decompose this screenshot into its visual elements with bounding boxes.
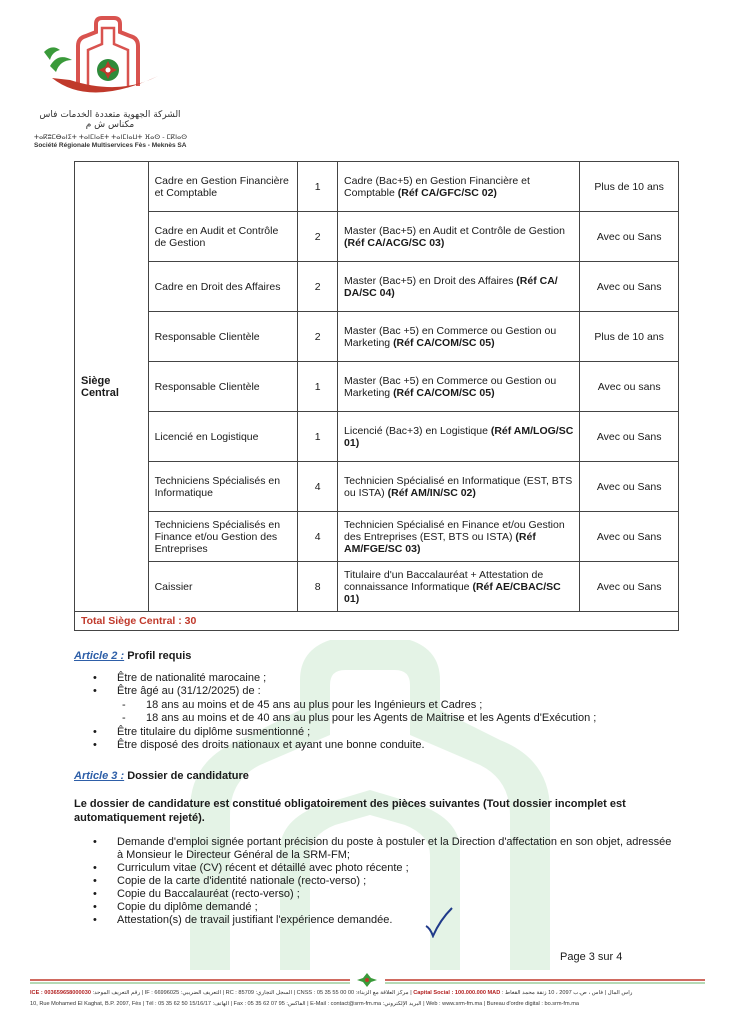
- table-row: [75, 562, 679, 612]
- diploma-cell: Master (Bac+5) en Audit et Contrôle de Gestion (Réf CA/ACG/SC 03): [338, 212, 580, 262]
- diploma-cell: Titulaire d'un Baccalauréat + Attestation de connaissance Informatique (Réf AE/CBAC/SC 01): [338, 562, 580, 612]
- table-row: [75, 162, 679, 212]
- list-item: • Copie du Baccalauréat (recto-verso) ;: [93, 888, 300, 900]
- count-cell: 4: [298, 462, 338, 512]
- poste-cell: Licencié en Logistique: [148, 412, 298, 462]
- table-total-row: [75, 612, 679, 631]
- logo-mark: [30, 16, 190, 108]
- count-cell: 1: [298, 362, 338, 412]
- experience-cell: Avec ou Sans: [580, 262, 679, 312]
- table-row: [75, 212, 679, 262]
- company-name-tifinagh: ⵜⴰⴽⵓⵎⴱⴰⵏⵉⵜ ⵜⴰⵏⵎⵏⴰⴹⵜ ⵜⴰⵏⵎⵏⴰⵡⵜ ⴼⴰⵙ - ⵎⴽⵏⴰⵙ: [34, 133, 187, 141]
- experience-cell: Avec ou Sans: [580, 412, 679, 462]
- experience-cell: Plus de 10 ans: [580, 312, 679, 362]
- article-2-title: Profil requis: [124, 650, 192, 662]
- count-cell: 1: [298, 162, 338, 212]
- list-item: • Être de nationalité marocaine ;: [93, 672, 267, 684]
- list-item: • Être âgé au (31/12/2025) de :: [93, 685, 261, 697]
- article-3-heading: [74, 770, 249, 782]
- profile-list: [93, 672, 267, 698]
- table-row: [75, 312, 679, 362]
- dossier-intro: Le dossier de candidature est constitué obligatoirement des pièces suivantes (Tout dossier incomplet est automatiquement rejeté).: [74, 798, 626, 824]
- total-cell: Total Siège Central : 30: [75, 612, 679, 631]
- article-3-title: Dossier de candidature: [124, 770, 249, 782]
- count-cell: 2: [298, 262, 338, 312]
- list-item: - 18 ans au moins et de 40 ans au plus pour les Agents de Maitrise et les Agents d'Exécution ;: [122, 712, 597, 724]
- article-2-heading: [74, 650, 191, 662]
- diploma-cell: Master (Bac+5) en Droit des Affaires (Réf CA/ DA/SC 04): [338, 262, 580, 312]
- poste-cell: Cadre en Gestion Financière et Comptable: [148, 162, 298, 212]
- footer-legal-line: ICE : 003659658000030 :رقم التعريف الموحد | IF : 66996025 :التعريف الضريبي | RC : 85709 :السجل التجاري | CNSS : 05 35 55 00 00 :مركز العلاقة مع الزبناء | Capital Social : 100.000.000 MAD : رأس المال | فاس ، ص.ب 2097 ، 10 زنقة محمد القغاط: [30, 990, 633, 996]
- experience-cell: Avec ou Sans: [580, 512, 679, 562]
- poste-cell: Cadre en Audit et Contrôle de Gestion: [148, 212, 298, 262]
- age-sublist: [122, 699, 597, 725]
- experience-cell: Plus de 10 ans: [580, 162, 679, 212]
- footer-contact-line: 10, Rue Mohamed El Kaghat, B.P. 2097, Fès | Tél : 05 35 62 50 15/16/17 :الهاتف | Fax : 05 35 62 07 95 :الفاكس | E-Mail : contact@srm-fm.ma :البريد الإلكتروني | Web : www.srm-fm.ma | Bureau d'ordre digital : bo.srm-fm.ma: [30, 1001, 579, 1007]
- count-cell: 8: [298, 562, 338, 612]
- diploma-cell: Licencié (Bac+3) en Logistique (Réf AM/LOG/SC 01): [338, 412, 580, 462]
- list-item: • Attestation(s) de travail justifiant l'expérience demandée.: [93, 914, 393, 926]
- company-logo: [30, 16, 190, 149]
- list-item: • Être titulaire du diplôme susmentionné ;: [93, 726, 311, 738]
- diploma-cell: Master (Bac +5) en Commerce ou Gestion ou Marketing (Réf CA/COM/SC 05): [338, 362, 580, 412]
- diploma-cell: Technicien Spécialisé en Finance et/ou Gestion des Entreprises (EST, BTS ou ISTA) (Réf AM/FGE/SC 03): [338, 512, 580, 562]
- profile-list-continued: [93, 726, 425, 752]
- company-name-french: Société Régionale Multiservices Fès - Meknès SA: [34, 142, 187, 149]
- site-cell: Siège Central: [75, 162, 149, 612]
- poste-cell: Caissier: [148, 562, 298, 612]
- diploma-cell: Master (Bac +5) en Commerce ou Gestion ou Marketing (Réf CA/COM/SC 05): [338, 312, 580, 362]
- count-cell: 1: [298, 412, 338, 462]
- article-3-label: Article 3 :: [74, 770, 125, 782]
- poste-cell: Responsable Clientèle: [148, 362, 298, 412]
- table-row: [75, 462, 679, 512]
- experience-cell: Avec ou Sans: [580, 562, 679, 612]
- poste-cell: Responsable Clientèle: [148, 312, 298, 362]
- table-row: [75, 362, 679, 412]
- count-cell: 2: [298, 212, 338, 262]
- diploma-cell: Cadre (Bac+5) en Gestion Financière et Comptable (Réf CA/GFC/SC 02): [338, 162, 580, 212]
- list-item: • Copie de la carte d'identité nationale (recto-verso) ;: [93, 875, 367, 887]
- poste-cell: Techniciens Spécialisés en Informatique: [148, 462, 298, 512]
- poste-cell: Cadre en Droit des Affaires: [148, 262, 298, 312]
- poste-cell: Techniciens Spécialisés en Finance et/ou Gestion des Entreprises: [148, 512, 298, 562]
- experience-cell: Avec ou Sans: [580, 462, 679, 512]
- count-cell: 2: [298, 312, 338, 362]
- list-item: • Curriculum vitae (CV) récent et détaillé avec photo récente ;: [93, 862, 409, 874]
- table-row: [75, 262, 679, 312]
- footer-decoration: [30, 972, 705, 988]
- positions-table: [74, 161, 679, 631]
- list-item: • Copie du diplôme demandé ;: [93, 901, 258, 913]
- table-row: [75, 412, 679, 462]
- dossier-list: [93, 836, 677, 927]
- table-row: [75, 512, 679, 562]
- page-number: Page 3 sur 4: [560, 951, 623, 963]
- article-2-label: Article 2 :: [74, 650, 125, 662]
- experience-cell: Avec ou sans: [580, 362, 679, 412]
- experience-cell: Avec ou Sans: [580, 212, 679, 262]
- checkmark-signature-icon: [424, 906, 454, 938]
- list-item: • Demande d'emploi signée portant précision du poste à postuler et la Direction d'affectation en son objet, adressée à Monsieur le Directeur Général de la SRM-FM;: [93, 836, 672, 861]
- count-cell: 4: [298, 512, 338, 562]
- diploma-cell: Technicien Spécialisé en Informatique (EST, BTS ou ISTA) (Réf AM/IN/SC 02): [338, 462, 580, 512]
- list-item: • Être disposé des droits nationaux et ayant une bonne conduite.: [93, 739, 425, 751]
- company-name-arabic: الشركة الجهوية متعددة الخدمات فاس مكناس ش م: [39, 110, 181, 130]
- list-item: - 18 ans au moins et de 45 ans au plus pour les Ingénieurs et Cadres ;: [122, 699, 483, 711]
